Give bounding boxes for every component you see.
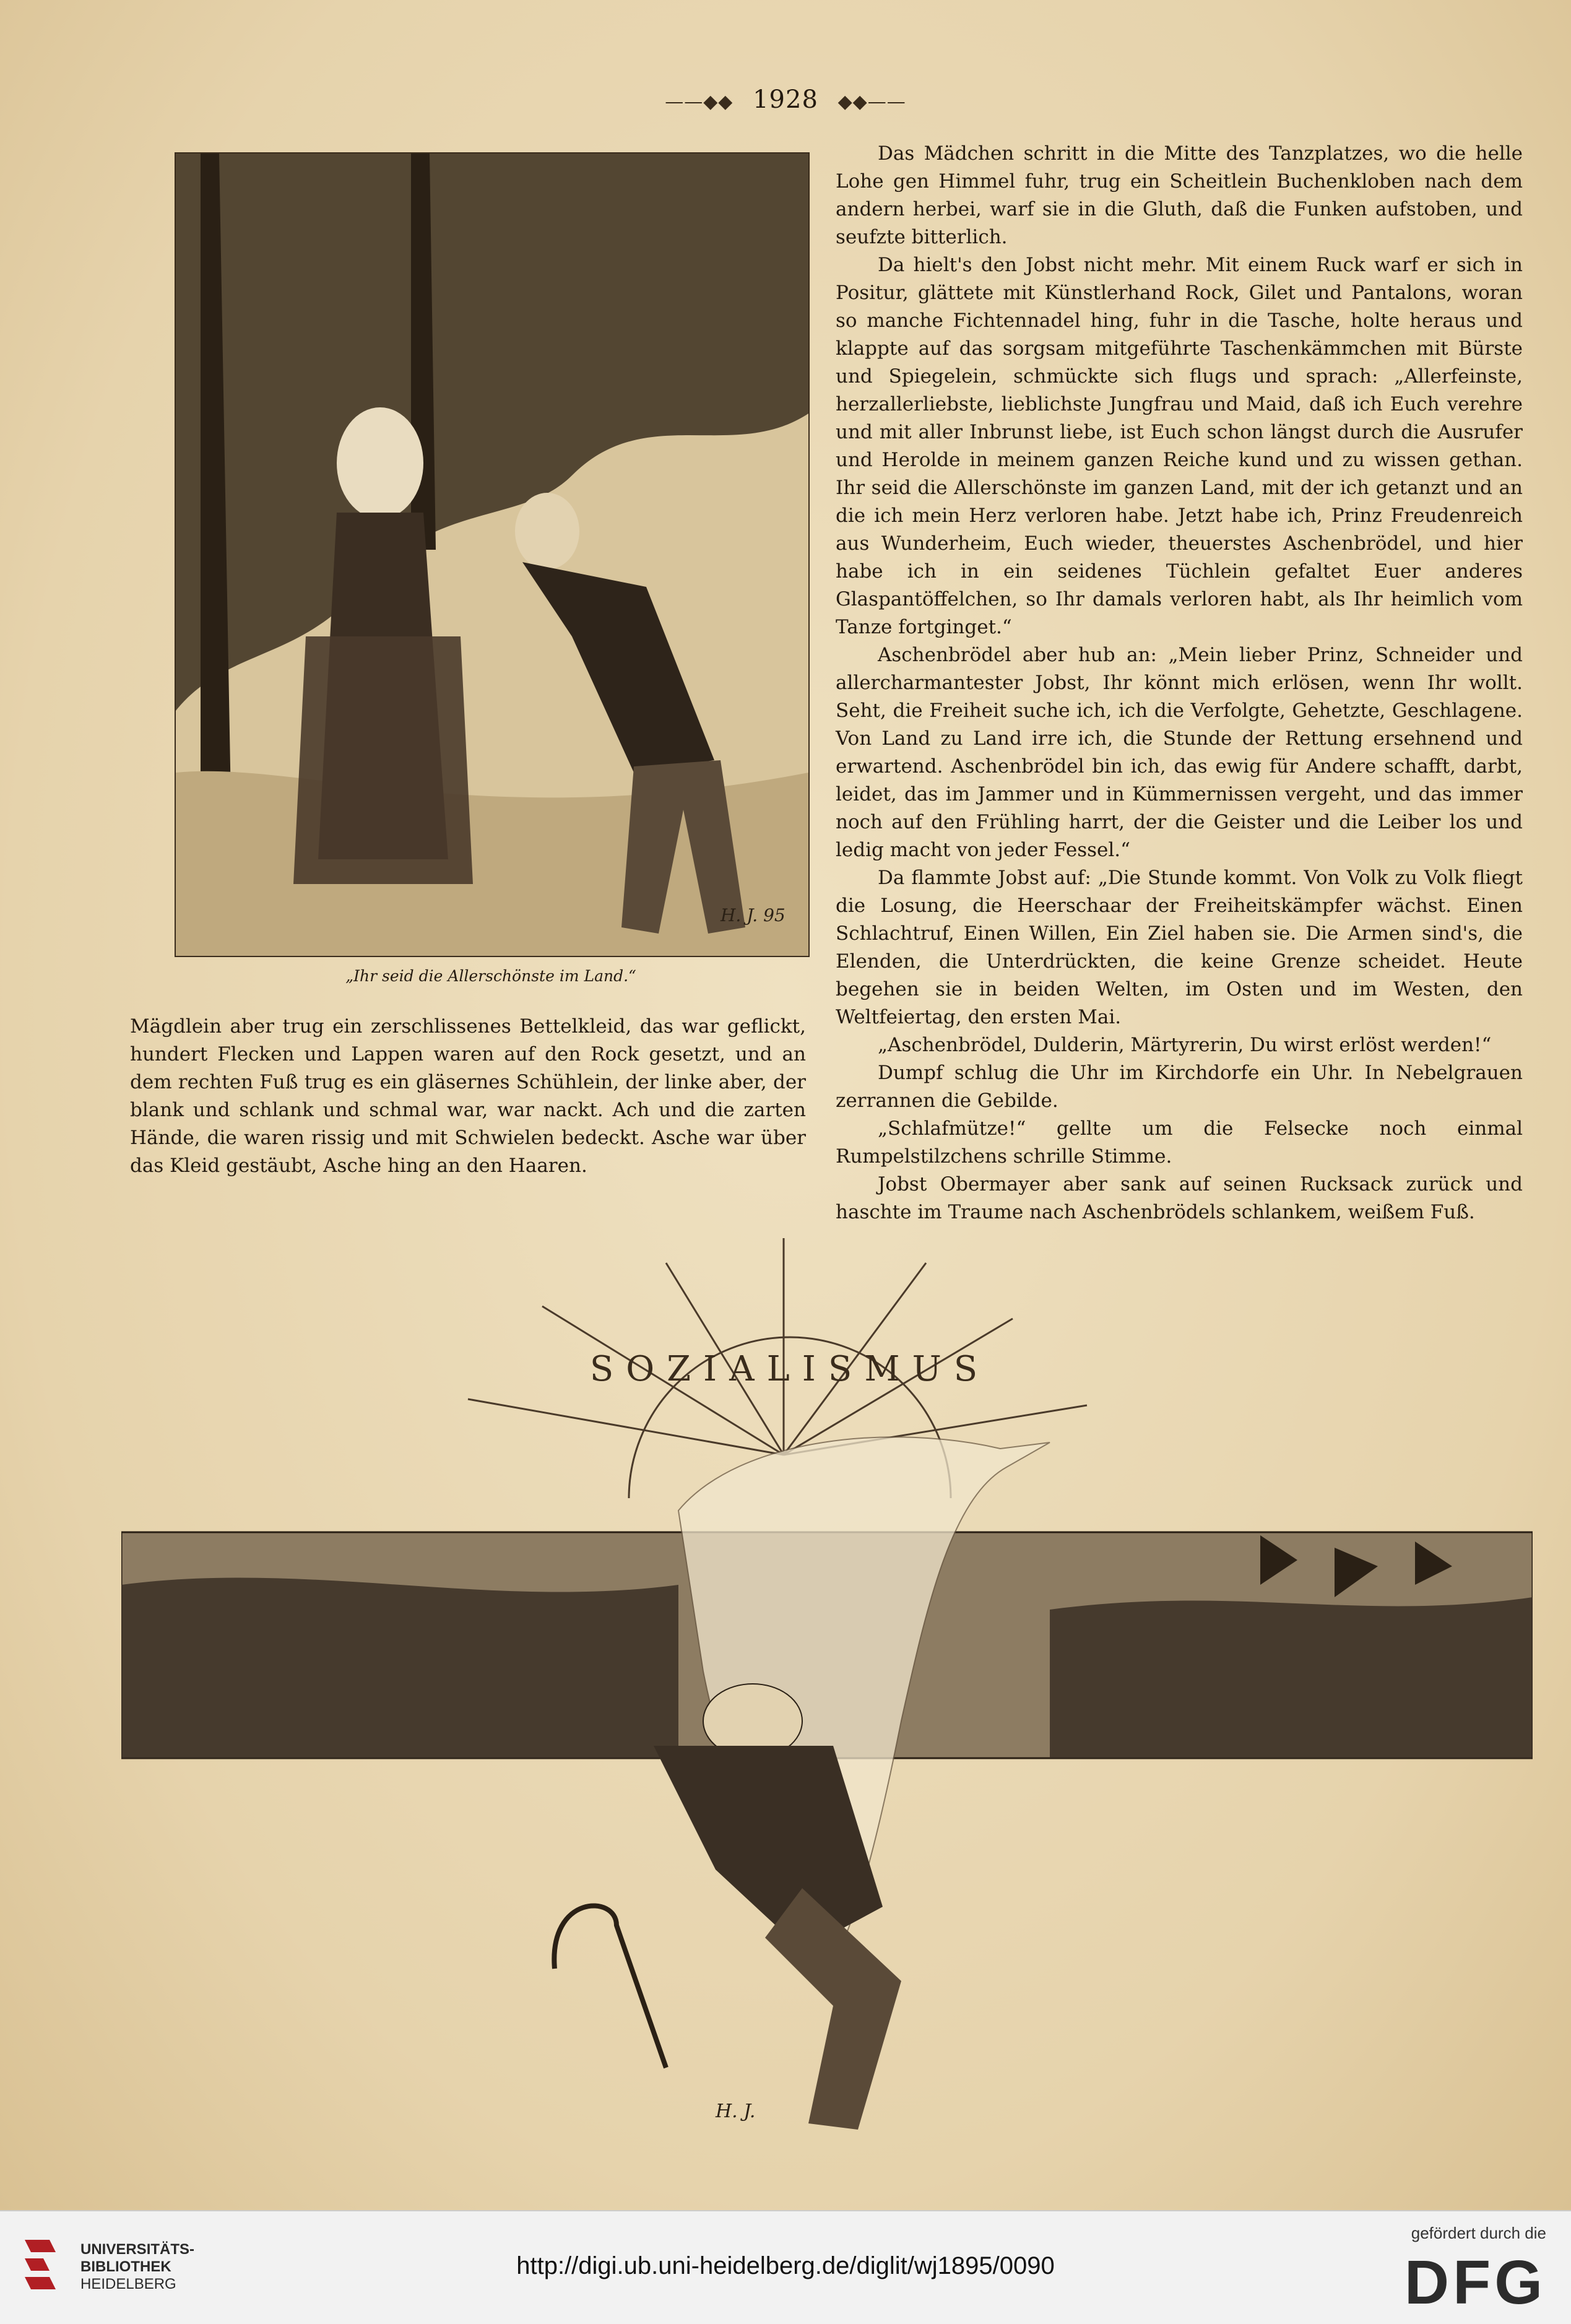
illustration-signature: H. J. 95 <box>721 905 785 926</box>
permalink-url[interactable]: http://digi.ub.uni-heidelberg.de/diglit/wj1895/0090 <box>516 2252 1055 2279</box>
sun-rays <box>468 1238 1087 1455</box>
paragraph: Jobst Obermayer aber sank auf seinen Rucksack zurück und haschte im Traume nach Aschenbrödels schlankem, weißem Fuß. <box>836 1173 1523 1223</box>
ornament-right: ◆◆—— <box>837 91 906 113</box>
right-text-column <box>836 140 1523 1226</box>
paragraph: „Aschenbrödel, Dulderin, Märtyrerin, Du wirst erlöst werden!“ <box>878 1034 1492 1056</box>
illustration-signature: H. J. <box>716 2101 756 2122</box>
may-day-drawing <box>121 1238 1533 2167</box>
ornament-left: ——◆◆ <box>665 91 734 113</box>
library-name[interactable]: UNIVERSITÄTS- BIBLIOTHEK HEIDELBERG <box>80 2241 195 2292</box>
forest-scene-drawing <box>176 154 808 956</box>
funding-note: gefördert durch die <box>1411 2224 1546 2242</box>
page-number: 1928 <box>753 85 818 114</box>
paragraph: Mägdlein aber trug ein zerschlissenes Bettelkleid, das war geflickt, hundert Flecken und Lappen waren auf den Rock gesetzt, und an dem rechten Fuß trug es ein gläsernes Schühlein, der linke aber, der blank und schlank und schmal war, war nackt. Ach und die zarten Hände, die waren rissig und mit Schwielen bedeckt. Asche war über das Kleid gestäubt, Asche hing an den Haaren. <box>130 1015 806 1177</box>
paragraph: Da hielt's den Jobst nicht mehr. Mit einem Ruck warf er sich in Positur, glättete mit Künstlerhand Rock, Gilet und Pantalons, woran so manche Fichtennadel hing, fuhr in die Tasche, holte heraus und klappte auf das sorgsam mitgeführte Taschenkämmchen mit Bürste und Spiegelein, schmückte sich flugs und sprach: „Allerfeinste, herzallerliebste, lieblichste Jungfrau und Maid, daß ich Euch verehre und mit aller Inbrunst liebe, ist Euch schon längst durch die Ausrufer und Herolde in meinem ganzen Reiche kund und zu wissen gethan. Ihr seid die Allerschönste im ganzen Land, mit der ich getanzt und an die ich mein Herz verloren habe. Jetzt habe ich, Prinz Freudenreich aus Wunderheim, Euch wieder, theuerstes Aschenbrödel, und hier habe ich in ein seidenes Tüchlein gefaltet Euer anderes Glaspantöffelchen, so Ihr damals verloren habt, als Ihr heimlich vom Tanze fortginget.“ <box>836 254 1523 638</box>
sun-lettering: SOZIALISMUS <box>589 1349 990 1389</box>
illustration-may-day-dream <box>121 1238 1533 2167</box>
paragraph: Da flammte Jobst auf: „Die Stunde kommt. Von Volk zu Volk fliegt die Losung, die Heerschaar der Freiheitskämpfer wächst. Einen Schlachtruf, Einen Willen, Ein Ziel haben sie. Die Armen sind's, die Elenden, die Unterdrückten, die keine Grenze scheidet. Heute begehen sie in beiden Welten, im Osten und im Westen, den Weltfeiertag, den ersten Mai. <box>836 867 1523 1028</box>
walking-stick <box>554 1906 666 2068</box>
illustration-forest-scene <box>175 152 810 957</box>
paragraph: Aschenbrödel aber hub an: „Mein lieber Prinz, Schneider und allercharmantester Jobst, Ihr könnt mich erlösen, wenn Ihr wollt. Seht, die Freiheit suche ich, ich die Verfolgte, Gehetzte, Geschlagene. Von Land zu Land irre ich, die Stunde der Rettung ersehnend und erwartend. Aschenbrödel bin ich, das ewig für Andere schafft, darbt, leidet, das im Jammer und in Kümmernissen vergeht, und das immer noch auf den Frühling harrt, der die Geister und die Leiber los und ledig macht von jeder Fessel.“ <box>836 644 1523 861</box>
paragraph: „Schlafmütze!“ gellte um die Felsecke noch einmal Rumpelstilzchens schrille Stimme. <box>836 1117 1523 1168</box>
page-header <box>0 85 1571 114</box>
left-text-column <box>130 1013 806 1180</box>
dfg-logo[interactable]: DFG <box>1404 2248 1546 2317</box>
paragraph: Das Mädchen schritt in die Mitte des Tanzplatzes, wo die helle Lohe gen Himmel fuhr, trug ein Scheitlein Buchenkloben nach dem andern herbei, warf sie in die Gluth, daß die Funken aufstoben, und seufzte bitterlich. <box>836 142 1523 248</box>
illustration-caption: „Ihr seid die Allerschönste im Land.“ <box>345 967 636 985</box>
paragraph: Dumpf schlug die Uhr im Kirchdorfe ein Uhr. In Nebelgrauen zerrannen die Gebilde. <box>836 1062 1523 1112</box>
footer-bar <box>0 2210 1571 2324</box>
